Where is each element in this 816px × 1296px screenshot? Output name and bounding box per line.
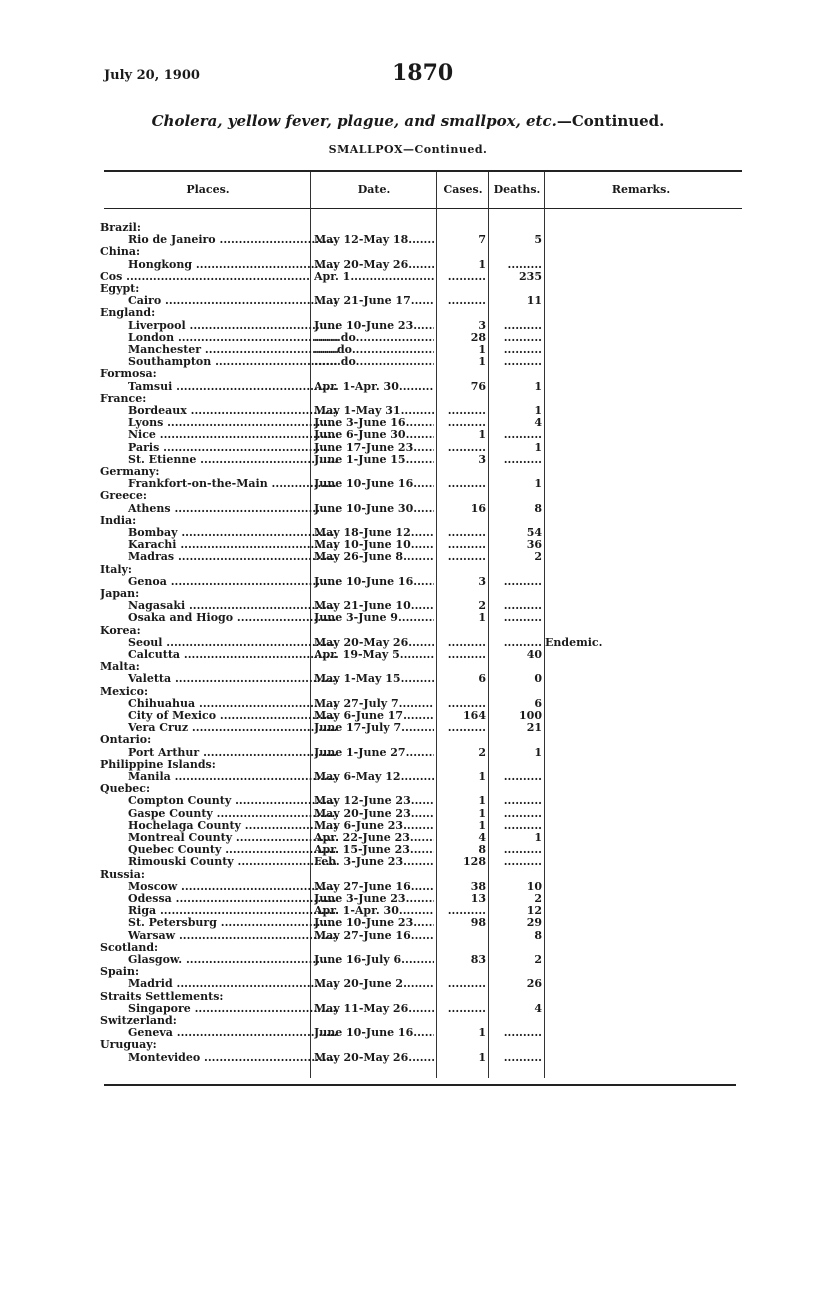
cell-place: Mexico:	[100, 686, 149, 698]
cell-place: Nagasaki .....	[100, 600, 338, 612]
cell-cases: 28	[470, 331, 486, 344]
cell-place: Quebec County .....	[100, 844, 338, 856]
cell-deaths: ..........	[503, 611, 542, 624]
table-row	[100, 649, 550, 661]
cell-date: June 10-June 16 .....	[314, 1027, 434, 1039]
cell-date: June 1-June 15 .....	[314, 454, 434, 466]
column-header-places: Places.	[186, 183, 230, 196]
table-row-country	[100, 246, 550, 258]
cell-cases: 1	[478, 794, 486, 807]
cell-cases: 128	[463, 855, 486, 868]
cell-place: Manila .....	[100, 771, 338, 783]
cell-date: Apr. 1-Apr. 30 .....	[314, 381, 434, 393]
cell-date: May 1-May 31 .....	[314, 405, 434, 417]
cell-place: Hongkong .....	[100, 259, 338, 271]
cell-cases: 1	[478, 611, 486, 624]
cell-cases: ..........	[447, 441, 486, 454]
cell-place: Moscow .....	[100, 881, 338, 893]
cell-place: Nice .....	[100, 429, 338, 441]
cell-place: Warsaw .....	[100, 930, 338, 942]
cell-place: Glasgow. .....	[100, 954, 338, 966]
cell-deaths: ..........	[503, 319, 542, 332]
cell-place: Genoa .....	[100, 576, 338, 588]
cell-place: Manchester .....	[100, 344, 338, 356]
cell-deaths: ..........	[503, 575, 542, 588]
cell-place: Vera Cruz .....	[100, 722, 338, 734]
cell-place: Seoul .....	[100, 637, 338, 649]
cell-place: Brazil:	[100, 222, 141, 234]
cell-place: Riga .....	[100, 905, 338, 917]
table-row	[100, 503, 550, 515]
cell-date: May 10-June 10 .....	[314, 539, 434, 551]
table-row	[100, 917, 550, 929]
cell-place: Egypt:	[100, 283, 140, 295]
cell-place: Hochelaga County .....	[100, 820, 338, 832]
cell-deaths: 6	[534, 697, 542, 710]
table-row	[100, 234, 550, 246]
cell-cases: 38	[470, 880, 486, 893]
cell-cases: ..........	[447, 697, 486, 710]
column-header-cases: Cases.	[443, 183, 483, 196]
table-row	[100, 930, 550, 942]
cell-date: June 10-June 16 .....	[314, 478, 434, 490]
cell-deaths: ..........	[503, 855, 542, 868]
cell-cases: 1	[478, 258, 486, 271]
cell-place: Greece:	[100, 490, 147, 502]
cell-place: Paris .....	[100, 442, 338, 454]
cell-place: Quebec:	[100, 783, 151, 795]
table-row	[100, 978, 550, 990]
cell-deaths: ..........	[503, 355, 542, 368]
cell-deaths: ..........	[503, 770, 542, 783]
cell-date: May 20-June 23 .....	[314, 808, 434, 820]
cell-cases: 164	[463, 709, 486, 722]
cell-date: June 3-June 23 .....	[314, 893, 434, 905]
cell-deaths: 36	[526, 538, 542, 551]
table-row-country	[100, 307, 550, 319]
cell-place: Rio de Janeiro .....	[100, 234, 338, 246]
cell-deaths: 1	[534, 441, 542, 454]
cell-date: May 6-May 12 .....	[314, 771, 434, 783]
cell-date: May 20-May 26 .....	[314, 259, 434, 271]
cell-date: June 10-June 23 .....	[314, 320, 434, 332]
cell-date: June 1-June 27 .....	[314, 747, 434, 759]
cell-date: June 17-July 7 .....	[314, 722, 434, 734]
cell-place: Philippine Islands:	[100, 759, 216, 771]
cell-place: Switzerland:	[100, 1015, 177, 1027]
cell-deaths: 1	[534, 746, 542, 759]
cell-date: Apr. 1-Apr. 30 .....	[314, 905, 434, 917]
table-row-country	[100, 1039, 550, 1051]
cell-deaths: ..........	[503, 807, 542, 820]
table-row	[100, 795, 550, 807]
cell-date: June 10-June 30 .....	[314, 503, 434, 515]
cell-place: Italy:	[100, 564, 132, 576]
cell-place: Straits Settlements:	[100, 991, 224, 1003]
cell-deaths: 235	[519, 270, 542, 283]
cell-deaths: ..........	[503, 428, 542, 441]
cell-place: Montreal County .....	[100, 832, 338, 844]
cell-cases: ..........	[447, 294, 486, 307]
cell-date: May 26-June 8 .....	[314, 551, 434, 563]
table-title-italic: Cholera, yellow fever, plague, and smallpox, etc.	[151, 112, 557, 130]
cell-cases: 16	[470, 502, 486, 515]
cell-date: June 16-July 6 .....	[314, 954, 434, 966]
cell-deaths: 12	[526, 904, 542, 917]
cell-place: Russia:	[100, 869, 145, 881]
cell-deaths: .........	[507, 258, 542, 271]
cell-deaths: 21	[526, 721, 542, 734]
cell-cases: 3	[478, 319, 486, 332]
cell-cases: 1	[478, 428, 486, 441]
cell-cases: ..........	[447, 721, 486, 734]
cell-date: May 27-July 7 .....	[314, 698, 434, 710]
cell-cases: 1	[478, 819, 486, 832]
cell-deaths: 4	[534, 1002, 542, 1015]
cell-date: May 6-June 23 .....	[314, 820, 434, 832]
cell-date: Feb. 3-June 23 .....	[314, 856, 434, 868]
cell-place: Singapore .....	[100, 1003, 338, 1015]
cell-deaths: ..........	[503, 636, 542, 649]
cell-place: Tamsui .....	[100, 381, 338, 393]
page-number: 1870	[392, 60, 454, 86]
cell-cases: 3	[478, 453, 486, 466]
cell-cases: ..........	[447, 538, 486, 551]
cell-cases: 7	[478, 233, 486, 246]
table-row	[100, 1003, 550, 1015]
table-row	[100, 1027, 550, 1039]
cell-place: France:	[100, 393, 147, 405]
table-top-rule	[104, 170, 742, 172]
cell-date: ......do .....	[314, 344, 434, 356]
cell-place: Valetta .....	[100, 673, 338, 685]
column-header-remarks: Remarks.	[611, 183, 671, 196]
cell-cases: ..........	[447, 904, 486, 917]
cell-place: Madrid .....	[100, 978, 338, 990]
cell-deaths: ..........	[503, 1026, 542, 1039]
cell-cases: 2	[478, 599, 486, 612]
cell-deaths: ..........	[503, 1051, 542, 1064]
cell-cases: ..........	[447, 1002, 486, 1015]
cell-cases: 3	[478, 575, 486, 588]
cell-cases: ..........	[447, 648, 486, 661]
cell-deaths: 2	[534, 892, 542, 905]
cell-deaths: 1	[534, 380, 542, 393]
cell-deaths: 11	[526, 294, 542, 307]
cell-cases: ..........	[447, 270, 486, 283]
table-title	[0, 112, 816, 130]
cell-place: Calcutta .....	[100, 649, 338, 661]
cell-date: May 1-May 15 .....	[314, 673, 434, 685]
cell-date: May 21-June 17 .....	[314, 295, 434, 307]
cell-place: Formosa:	[100, 368, 157, 380]
cell-cases: 2	[478, 746, 486, 759]
cell-place: England:	[100, 307, 156, 319]
cell-place: London .....	[100, 332, 338, 344]
cell-deaths: 0	[534, 672, 542, 685]
cell-deaths: 4	[534, 416, 542, 429]
cell-deaths: 1	[534, 404, 542, 417]
table-row	[100, 771, 550, 783]
cell-place: Scotland:	[100, 942, 159, 954]
table-row	[100, 722, 550, 734]
cell-deaths: ..........	[503, 343, 542, 356]
cell-place: Cairo .....	[100, 295, 338, 307]
cell-deaths: ..........	[503, 331, 542, 344]
cell-date: May 21-June 10 .....	[314, 600, 434, 612]
cell-cases: 1	[478, 807, 486, 820]
cell-cases: 76	[470, 380, 486, 393]
cell-date: May 27-June 16 .....	[314, 930, 434, 942]
cell-date: June 3-June 9 .....	[314, 612, 434, 624]
table-row	[100, 856, 550, 868]
table-bottom-rule	[104, 1084, 736, 1086]
table-row	[100, 612, 550, 624]
cell-cases: 1	[478, 343, 486, 356]
cell-place: Osaka and Hiogo .....	[100, 612, 338, 624]
cell-place: St. Petersburg .....	[100, 917, 338, 929]
cell-place: India:	[100, 515, 137, 527]
table-row	[100, 381, 550, 393]
table-row	[100, 673, 550, 685]
cell-place: Montevideo .....	[100, 1052, 338, 1064]
table-row	[100, 356, 550, 368]
cell-date: June 17-June 23 .....	[314, 442, 434, 454]
cell-place: Spain:	[100, 966, 139, 978]
table-row-country	[100, 368, 550, 380]
cell-place: Germany:	[100, 466, 160, 478]
cell-date: June 3-June 16 .....	[314, 417, 434, 429]
cell-cases: 13	[470, 892, 486, 905]
cell-place: Rimouski County .....	[100, 856, 338, 868]
cell-date: .......do .....	[314, 356, 434, 368]
cell-cases: ..........	[447, 977, 486, 990]
cell-place: Geneva .....	[100, 1027, 338, 1039]
cell-deaths: 10	[526, 880, 542, 893]
cell-deaths: ..........	[503, 794, 542, 807]
cell-cases: ..........	[447, 550, 486, 563]
column-header-date: Date.	[357, 183, 391, 196]
table-title-rest: —Continued.	[556, 112, 665, 130]
cell-date: .......do .....	[314, 332, 434, 344]
cell-place: Liverpool .....	[100, 320, 338, 332]
cell-remarks: Endemic.	[545, 636, 603, 649]
cell-date: June 10-June 23 .....	[314, 917, 434, 929]
column-header-deaths: Deaths.	[493, 183, 541, 196]
table-subtitle: SMALLPOX—Continued.	[328, 143, 488, 156]
cell-deaths: ..........	[503, 819, 542, 832]
table-row	[100, 1052, 550, 1064]
table-row	[100, 454, 550, 466]
cell-cases: ..........	[447, 636, 486, 649]
cell-date: Apr. 22-June 23 .....	[314, 832, 434, 844]
cell-deaths: 54	[526, 526, 542, 539]
cell-place: Port Arthur .....	[100, 747, 338, 759]
cell-place: Chihuahua .....	[100, 698, 338, 710]
cell-place: Odessa .....	[100, 893, 338, 905]
cell-cases: ..........	[447, 526, 486, 539]
cell-place: Cos .....	[100, 271, 310, 283]
cell-deaths: 2	[534, 953, 542, 966]
cell-cases: 98	[470, 916, 486, 929]
cell-deaths: 29	[526, 916, 542, 929]
cell-cases: ..........	[447, 404, 486, 417]
cell-deaths: 1	[534, 477, 542, 490]
cell-cases: 8	[478, 843, 486, 856]
cell-date: Apr. 19-May 5 .....	[314, 649, 434, 661]
table-header-rule	[104, 208, 742, 209]
cell-place: Japan:	[100, 588, 140, 600]
cell-deaths: 2	[534, 550, 542, 563]
cell-date: Apr. 15-June 23 .....	[314, 844, 434, 856]
cell-place: City of Mexico .....	[100, 710, 338, 722]
cell-cases: 4	[478, 831, 486, 844]
table-row	[100, 478, 550, 490]
cell-date: May 18-June 12 .....	[314, 527, 434, 539]
cell-place: Uruguay:	[100, 1039, 157, 1051]
cell-date: June 6-June 30 .....	[314, 429, 434, 441]
cell-date: May 20-June 2 .....	[314, 978, 434, 990]
cell-deaths: 40	[526, 648, 542, 661]
table-row-country	[100, 734, 550, 746]
cell-place: Malta:	[100, 661, 140, 673]
table-row-country	[100, 271, 550, 283]
cell-deaths: ..........	[503, 453, 542, 466]
table-row	[100, 295, 550, 307]
cell-place: St. Etienne .....	[100, 454, 338, 466]
table-row	[100, 551, 550, 563]
cell-cases: 1	[478, 1051, 486, 1064]
cell-date: May 27-June 16 .....	[314, 881, 434, 893]
table-row	[100, 954, 550, 966]
cell-deaths: 8	[534, 502, 542, 515]
cell-deaths: 100	[519, 709, 542, 722]
cell-place: Gaspe County .....	[100, 808, 338, 820]
cell-cases: 1	[478, 1026, 486, 1039]
cell-deaths: 1	[534, 831, 542, 844]
cell-place: Karachi .....	[100, 539, 338, 551]
cell-place: Ontario:	[100, 734, 152, 746]
cell-place: Bordeaux .....	[100, 405, 338, 417]
cell-deaths: ..........	[503, 843, 542, 856]
cell-place: Bombay .....	[100, 527, 338, 539]
cell-date: May 20-May 26 .....	[314, 637, 434, 649]
table-row	[100, 576, 550, 588]
cell-place: Frankfort-on-the-Main .....	[100, 478, 338, 490]
cell-cases: 83	[470, 953, 486, 966]
cell-cases: 6	[478, 672, 486, 685]
cell-deaths: 5	[534, 233, 542, 246]
cell-place: Lyons .....	[100, 417, 338, 429]
cell-date: May 12-June 23 .....	[314, 795, 434, 807]
cell-date: May 6-June 17 .....	[314, 710, 434, 722]
cell-date: Apr. 1 .....	[314, 271, 434, 283]
cell-cases: 1	[478, 770, 486, 783]
cell-place: Madras .....	[100, 551, 338, 563]
cell-date: May 12-May 18 .....	[314, 234, 434, 246]
table-row-country	[100, 490, 550, 502]
table-row	[100, 747, 550, 759]
cell-place: China:	[100, 246, 141, 258]
cell-deaths: ..........	[503, 599, 542, 612]
cell-deaths: 8	[534, 929, 542, 942]
page-date: July 20, 1900	[104, 68, 200, 83]
cell-deaths: 26	[526, 977, 542, 990]
cell-cases: ..........	[447, 416, 486, 429]
cell-date: May 20-May 26 .....	[314, 1052, 434, 1064]
cell-place: Compton County .....	[100, 795, 338, 807]
cell-cases: 1	[478, 355, 486, 368]
cell-place: Southampton .....	[100, 356, 338, 368]
cell-cases: ..........	[447, 477, 486, 490]
cell-place: Athens .....	[100, 503, 338, 515]
cell-place: Korea:	[100, 625, 141, 637]
table-row	[100, 429, 550, 441]
cell-date: June 10-June 16 .....	[314, 576, 434, 588]
cell-date: May 11-May 26 .....	[314, 1003, 434, 1015]
